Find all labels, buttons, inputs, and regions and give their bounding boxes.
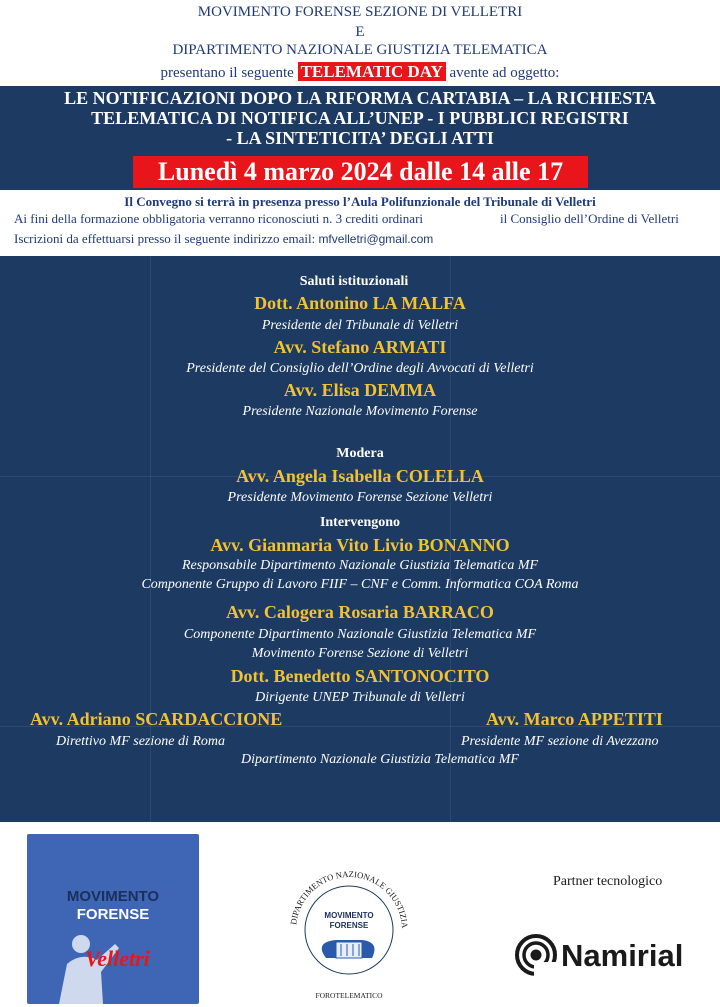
greetings-label: Saluti istituzionali [299, 274, 409, 289]
speaker-role-bonanno-2: Componente Gruppo di Lavoro FIIF – CNF e Comm. Informatica COA Roma [141, 577, 579, 592]
moderator-role: Presidente Movimento Forense Sezione Velletri [227, 490, 493, 505]
department-seal [284, 846, 414, 1002]
speaker-role-scardaccione: Direttivo MF sezione di Roma [56, 734, 226, 749]
program-panel [0, 256, 720, 822]
telematic-day-tag: TELEMATIC DAY [298, 62, 446, 81]
credits-text: Ai fini della formazione obbligatoria verranno riconosciuti n. 3 crediti ordinari [14, 211, 424, 226]
namirial-wordmark: Namirial [561, 938, 684, 973]
speaker-name-bonanno: Avv. Gianmaria Vito Livio BONANNO [210, 535, 510, 555]
registration-text: Iscrizioni da effettuarsi presso il seguente indirizzo email: [14, 231, 316, 246]
speaker-role-appetiti: Presidente MF sezione di Avezzano [461, 734, 659, 749]
present-text: presentano il seguente [160, 65, 294, 81]
seal-arc-text: DIPARTIMENTO NAZIONALE GIUSTIZIA [288, 868, 411, 929]
speaker-role-barraco-2: Movimento Forense Sezione di Velletri [251, 646, 469, 661]
credits-issuer-text: il Consiglio dell’Ordine di Velletri [500, 211, 679, 226]
speaker-name-appetiti: Avv. Marco APPETITI [486, 709, 663, 729]
event-info [0, 190, 720, 256]
speaker-role-barraco: Componente Dipartimento Nazionale Giustizia Telematica MF [183, 627, 537, 642]
speaker-name-la-malfa: Dott. Antonino LA MALFA [254, 293, 466, 313]
speaker-name-armati: Avv. Stefano ARMATI [273, 337, 447, 357]
conjunction-line: E [355, 24, 365, 40]
footer [0, 822, 720, 1006]
moderator-label: Modera [336, 446, 384, 461]
speaker-role-bonanno: Responsabile Dipartimento Nazionale Giustizia Telematica MF [181, 558, 539, 573]
namirial-logo [515, 932, 705, 982]
seal-bottom-text: FOROTELEMATICO [315, 991, 383, 1000]
partner-label: Partner tecnologico [553, 874, 663, 889]
registration-email: mfvelletri@gmail.com [318, 232, 434, 246]
venue-text: Il Convegno si terrà in presenza presso l’Aula Polifunzionale del Tribunale di Velletri [124, 194, 596, 209]
subject-title [0, 88, 720, 148]
moderator-name: Avv. Angela Isabella COLELLA [236, 466, 484, 486]
subject-line-1: LE NOTIFICAZIONI DOPO LA RIFORMA CARTABIA – LA RICHIESTA [64, 88, 656, 108]
speaker-name-demma: Avv. Elisa DEMMA [283, 380, 437, 400]
registration-line [14, 231, 433, 247]
seal-inner-text-2: FORENSE [329, 921, 369, 930]
shared-role: Dipartimento Nazionale Giustizia Telematica MF [241, 752, 519, 767]
movimento-forense-logo [27, 834, 199, 1004]
subject-line-3: - LA SINTETICITA’ DEGLI ATTI [226, 128, 494, 148]
speaker-role-la-malfa: Presidente del Tribunale di Velletri [261, 318, 459, 333]
event-date: Lunedì 4 marzo 2024 dalle 14 alle 17 [133, 156, 588, 188]
subject-intro-text: avente ad oggetto: [449, 65, 560, 81]
logo-text-forense: FORENSE [76, 906, 150, 923]
speaker-name-santonocito: Dott. Benedetto SANTONOCITO [230, 666, 490, 686]
organizer-line: MOVIMENTO FORENSE SEZIONE DI VELLETRI [197, 4, 523, 20]
subject-banner [0, 86, 720, 190]
speaker-name-scardaccione: Avv. Adriano SCARDACCIONE [30, 709, 283, 729]
speaker-role-santonocito: Dirigente UNEP Tribunale di Velletri [255, 690, 465, 705]
speakers-label: Intervengono [319, 515, 401, 530]
flyer-header [0, 0, 720, 86]
seal-inner-text-1: MOVIMENTO [324, 911, 374, 920]
department-line: DIPARTIMENTO NAZIONALE GIUSTIZIA TELEMATICA [172, 42, 548, 58]
present-line [0, 62, 720, 82]
namirial-mark-icon [515, 932, 557, 978]
logo-script-velletri: Velletri [85, 946, 150, 971]
logo-text-movimento: MOVIMENTO [66, 888, 160, 905]
speaker-role-armati: Presidente del Consiglio dell’Ordine degli Avvocati di Velletri [186, 361, 534, 376]
speaker-name-barraco: Avv. Calogera Rosaria BARRACO [226, 602, 494, 622]
seal-icon [284, 846, 414, 1002]
speaker-role-demma: Presidente Nazionale Movimento Forense [242, 404, 478, 419]
subject-line-2: TELEMATICA DI NOTIFICA ALL’UNEP - I PUBBLICI REGISTRI [91, 108, 629, 128]
